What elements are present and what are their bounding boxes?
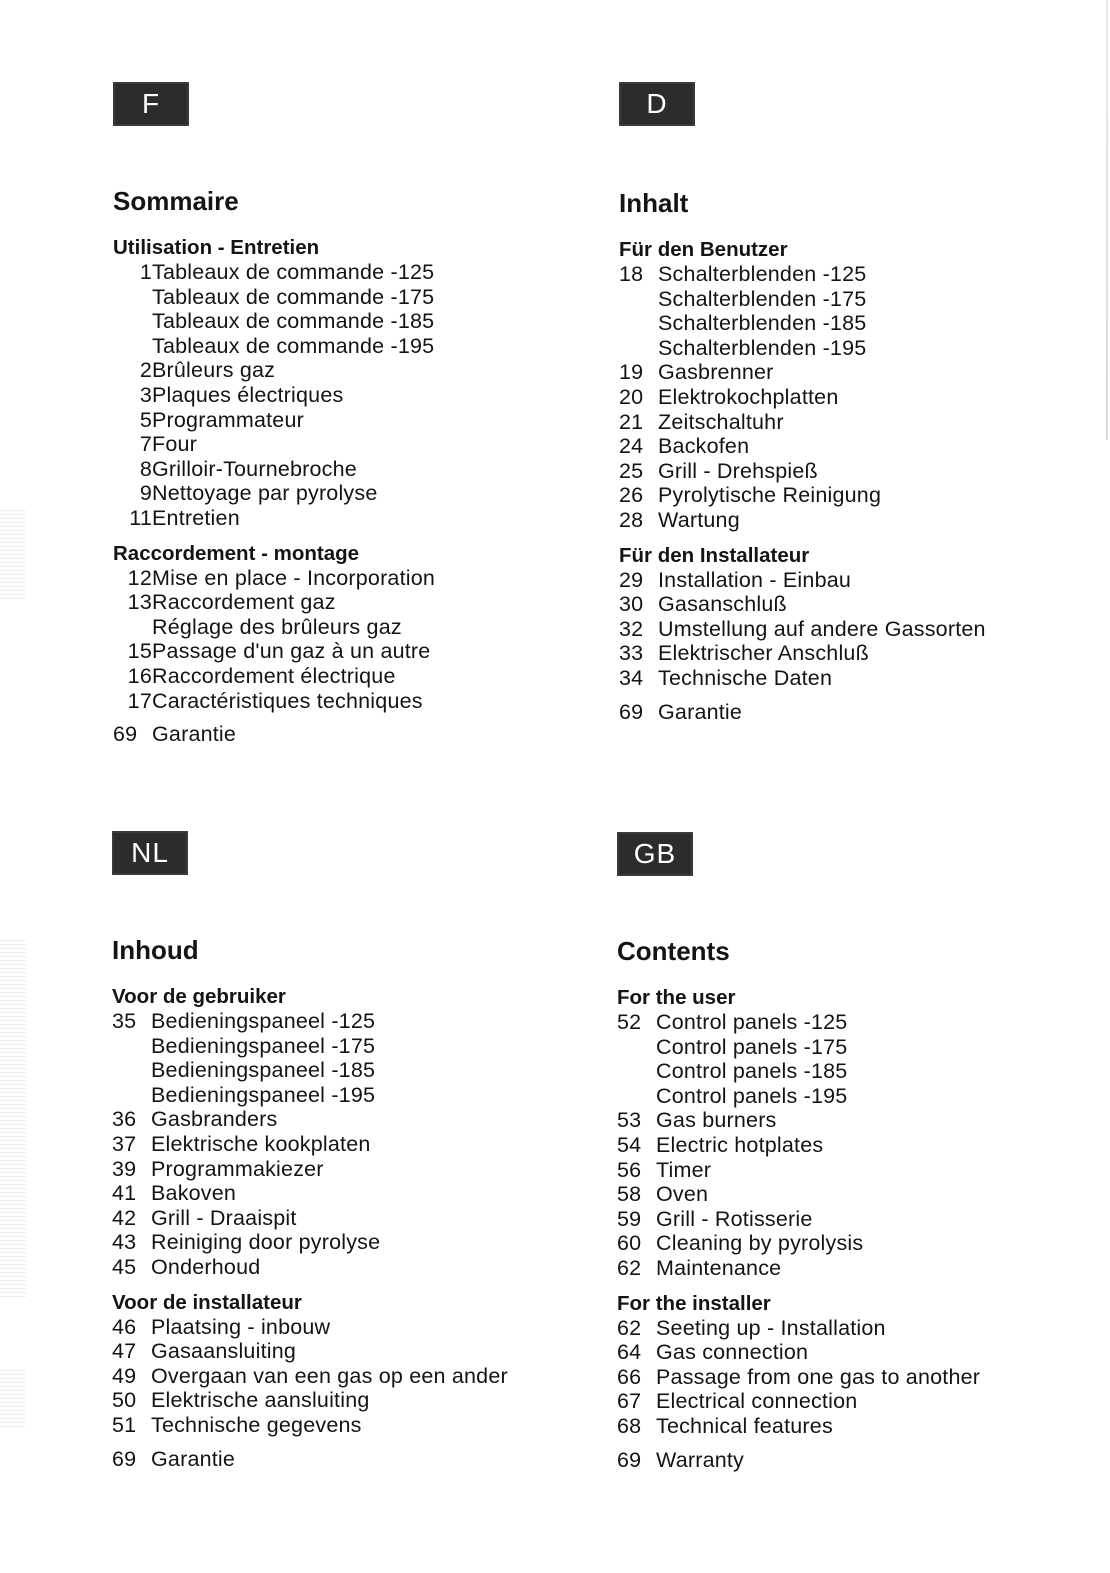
- toc-entry: [619, 666, 1089, 691]
- toc-entry: [113, 506, 583, 531]
- entry-text: Onderhoud: [151, 1254, 261, 1279]
- entry-text: Grill - Drehspieß: [658, 458, 818, 483]
- toc-entry: [619, 508, 1089, 533]
- toc-entry: [112, 1132, 582, 1157]
- toc-entry: [112, 1034, 582, 1059]
- page-number: 32: [619, 616, 644, 641]
- entry-text: Caractéristiques techniques: [152, 688, 423, 713]
- toc-entry-warranty: [112, 1447, 582, 1472]
- entry-text: Gasbrenner: [658, 360, 774, 385]
- toc-nl: [112, 985, 582, 1471]
- page-number: [113, 309, 152, 334]
- entry-text: Cleaning by pyrolysis: [656, 1231, 864, 1256]
- entry-text: Gas burners: [656, 1108, 777, 1133]
- page-number: 47: [112, 1339, 137, 1364]
- page-number: 16: [127, 663, 152, 688]
- toc-entry: [617, 1365, 1087, 1390]
- toc-entry: [619, 483, 1089, 508]
- page-number: 56: [617, 1157, 642, 1182]
- entry-text: Plaques électriques: [152, 382, 344, 407]
- entry-text: Gasanschluß: [658, 592, 787, 617]
- entry-text: Control panels -195: [656, 1083, 848, 1108]
- entry-text: Réglage des brûleurs gaz: [152, 614, 402, 639]
- toc-entry: [619, 336, 1089, 361]
- page-number: 69: [113, 722, 138, 747]
- entry-text: Brûleurs gaz: [152, 358, 276, 383]
- page-number: 62: [617, 1255, 642, 1280]
- page-number: 13: [127, 590, 152, 615]
- entry-text: Electrical connection: [656, 1389, 858, 1414]
- page-number: 26: [619, 483, 644, 508]
- page-number: 29: [619, 567, 644, 592]
- entry-text: Bedieningspaneel -185: [151, 1058, 376, 1083]
- entry-text: Grilloir-Tournebroche: [152, 456, 357, 481]
- toc-entry: [619, 287, 1089, 312]
- toc-entry: [113, 590, 583, 615]
- group-heading: Raccordement - montage: [113, 541, 360, 565]
- toc-entry: [113, 383, 583, 408]
- entry-text: Garantie: [658, 699, 743, 724]
- toc-entry: [113, 615, 583, 640]
- page-number: 50: [112, 1388, 137, 1413]
- toc-entry: [617, 1340, 1087, 1365]
- page-number: 53: [617, 1108, 642, 1133]
- toc-entry: [619, 459, 1089, 484]
- toc-entry: [617, 1010, 1087, 1035]
- page-number: 49: [112, 1363, 137, 1388]
- entry-text: Plaatsing - inbouw: [151, 1314, 331, 1339]
- page-number: 36: [112, 1107, 137, 1132]
- toc-entry: [113, 457, 583, 482]
- page-number: 52: [617, 1010, 642, 1034]
- toc-entry: [619, 262, 1089, 287]
- page-number: 66: [617, 1364, 642, 1389]
- toc-entry: [619, 410, 1089, 435]
- page-number: 1: [139, 260, 152, 284]
- page-number: 9: [139, 481, 152, 506]
- page-number: 69: [617, 1447, 642, 1472]
- entry-text: Gasbranders: [151, 1107, 278, 1132]
- entry-text: Gas connection: [656, 1340, 809, 1365]
- page-number: 68: [617, 1413, 642, 1438]
- page-number: 69: [619, 699, 644, 724]
- section-gb: [617, 832, 1087, 1472]
- page-number: 54: [617, 1132, 642, 1157]
- entry-text: Electric hotplates: [656, 1132, 824, 1157]
- entry-text: Grill - Draaispit: [151, 1205, 297, 1230]
- language-badge-d: D: [619, 82, 695, 126]
- page-number: 34: [619, 665, 644, 690]
- page-number: 42: [112, 1205, 137, 1230]
- toc-entry: [619, 360, 1089, 385]
- entry-text: Schalterblenden -125: [658, 262, 867, 286]
- entry-text: Raccordement électrique: [152, 663, 396, 688]
- entry-text: Gasaansluiting: [151, 1339, 297, 1364]
- toc-entry: [112, 1413, 582, 1438]
- entry-text: Grill - Rotisserie: [656, 1206, 813, 1231]
- toc-entry: [617, 1158, 1087, 1183]
- entry-text: Maintenance: [656, 1255, 782, 1280]
- toc-entry: [113, 358, 583, 383]
- toc-entry: [112, 1230, 582, 1255]
- page-number: 33: [619, 641, 644, 666]
- entry-text: Elektrischer Anschluß: [658, 641, 869, 666]
- entry-text: Control panels -175: [656, 1034, 848, 1059]
- page-number: [619, 311, 658, 336]
- page-number: 12: [127, 565, 152, 590]
- page-number: 25: [619, 458, 644, 483]
- entry-text: Schalterblenden -175: [658, 286, 867, 311]
- entry-text: Installation - Einbau: [658, 567, 852, 592]
- toc-entry: [617, 1108, 1087, 1133]
- scan-edge: [1106, 0, 1108, 440]
- toc-entry: [112, 1058, 582, 1083]
- group-heading: Für den Installateur: [619, 543, 810, 567]
- language-badge-f: F: [113, 82, 189, 126]
- entry-text: Schalterblenden -195: [658, 335, 867, 360]
- entry-text: Elektrische aansluiting: [151, 1388, 370, 1413]
- entry-text: Bedieningspaneel -125: [151, 1009, 376, 1033]
- entry-text: Seeting up - Installation: [656, 1315, 886, 1340]
- toc-entry: [113, 689, 583, 714]
- page-number: 58: [617, 1182, 642, 1207]
- entry-text: Programmakiezer: [151, 1156, 324, 1181]
- toc-entry: [617, 1414, 1087, 1439]
- language-badge-gb: GB: [617, 832, 693, 876]
- group-heading: Voor de installateur: [112, 1290, 302, 1314]
- group-heading: Voor de gebruiker: [112, 985, 286, 1008]
- entry-text: Timer: [656, 1157, 712, 1182]
- toc-entry: [113, 664, 583, 689]
- page-number: [617, 1059, 656, 1084]
- toc-entry: [112, 1206, 582, 1231]
- toc-entry: [617, 1316, 1087, 1341]
- page-number: 19: [619, 360, 644, 385]
- toc-entry: [619, 592, 1089, 617]
- page-number: 46: [112, 1314, 137, 1339]
- page-number: 20: [619, 384, 644, 409]
- entry-text: Raccordement gaz: [152, 590, 336, 615]
- toc-entry: [112, 1009, 582, 1034]
- entry-text: Reiniging door pyrolyse: [151, 1230, 381, 1255]
- page-number: 39: [112, 1156, 137, 1181]
- toc-entry: [112, 1107, 582, 1132]
- toc-entry: [112, 1339, 582, 1364]
- entry-text: Backofen: [658, 434, 750, 459]
- entry-text: Bedieningspaneel -195: [151, 1082, 376, 1107]
- toc-entry: [112, 1181, 582, 1206]
- page-number: 67: [617, 1389, 642, 1414]
- toc-entry-warranty: [617, 1448, 1087, 1473]
- group-heading: Utilisation - Entretien: [113, 236, 320, 259]
- entry-text: Elektrokochplatten: [658, 384, 839, 409]
- page-number: 3: [139, 382, 152, 407]
- page-number: 51: [112, 1412, 137, 1437]
- page-number: 45: [112, 1254, 137, 1279]
- scan-margin-mark: [0, 1370, 26, 1430]
- page-number: 69: [112, 1446, 137, 1471]
- entry-text: Entretien: [152, 505, 240, 530]
- toc-entry: [113, 566, 583, 591]
- entry-text: Bakoven: [151, 1181, 237, 1206]
- section-d: [619, 82, 1089, 724]
- section-title-nl: Inhoud: [112, 935, 199, 965]
- page-number: 37: [112, 1131, 137, 1156]
- toc-entry: [617, 1389, 1087, 1414]
- toc-entry-warranty: [113, 722, 583, 747]
- page-number: 59: [617, 1206, 642, 1231]
- group-heading: For the installer: [617, 1291, 771, 1315]
- entry-text: Technische Daten: [658, 665, 833, 690]
- entry-text: Pyrolytische Reinigung: [658, 483, 882, 508]
- entry-text: Tableaux de commande -125: [152, 260, 435, 284]
- page-number: 5: [139, 407, 152, 432]
- page-number: 15: [127, 639, 152, 664]
- entry-text: Technical features: [656, 1413, 833, 1438]
- toc-entry: [113, 481, 583, 506]
- toc-entry: [619, 385, 1089, 410]
- entry-text: Garantie: [152, 722, 237, 747]
- entry-text: Four: [152, 432, 198, 457]
- toc-f: [113, 236, 583, 747]
- page-number: 30: [619, 592, 644, 617]
- toc-entry: [617, 1182, 1087, 1207]
- page-number: [113, 615, 152, 640]
- page-number: 8: [139, 456, 152, 481]
- toc-entry: [113, 408, 583, 433]
- entry-text: Passage d'un gaz à un autre: [152, 639, 431, 664]
- entry-text: Oven: [656, 1182, 709, 1207]
- entry-text: Tableaux de commande -195: [152, 333, 435, 358]
- toc-entry: [617, 1035, 1087, 1060]
- page-number: [113, 334, 152, 359]
- entry-text: Warranty: [656, 1447, 745, 1472]
- page-number: 35: [112, 1009, 137, 1033]
- page-number: [112, 1058, 151, 1083]
- page-number: [619, 336, 658, 361]
- section-f: [113, 82, 583, 747]
- toc-entry: [617, 1084, 1087, 1109]
- scan-margin-mark: [0, 510, 26, 600]
- toc-entry: [112, 1157, 582, 1182]
- entry-text: Zeitschaltuhr: [658, 409, 784, 434]
- entry-text: Tableaux de commande -185: [152, 309, 435, 334]
- page-number: [619, 287, 658, 312]
- toc-entry: [619, 311, 1089, 336]
- page-number: 2: [139, 358, 152, 383]
- toc-entry: [619, 617, 1089, 642]
- page-number: 21: [619, 409, 644, 434]
- page-number: 41: [112, 1181, 137, 1206]
- toc-entry: [112, 1083, 582, 1108]
- page-number: [113, 285, 152, 310]
- page-number: 64: [617, 1340, 642, 1365]
- entry-text: Overgaan van een gas op een ander: [151, 1363, 508, 1388]
- page-number: 60: [617, 1231, 642, 1256]
- toc-d: [619, 238, 1089, 724]
- toc-entry: [113, 432, 583, 457]
- entry-text: Control panels -185: [656, 1059, 848, 1084]
- entry-text: Passage from one gas to another: [656, 1364, 981, 1389]
- toc-entry: [617, 1207, 1087, 1232]
- toc-entry: [113, 285, 583, 310]
- toc-entry: [617, 1133, 1087, 1158]
- entry-text: Wartung: [658, 507, 740, 532]
- page-number: [617, 1084, 656, 1109]
- language-badge-nl: NL: [112, 831, 188, 875]
- toc-entry: [112, 1364, 582, 1389]
- toc-entry: [112, 1255, 582, 1280]
- group-heading: For the user: [617, 986, 736, 1009]
- entry-text: Bedieningspaneel -175: [151, 1033, 376, 1058]
- toc-entry: [113, 334, 583, 359]
- toc-entry: [112, 1388, 582, 1413]
- page-number: [112, 1083, 151, 1108]
- page-number: 43: [112, 1230, 137, 1255]
- page-number: 24: [619, 434, 644, 459]
- toc-entry: [619, 568, 1089, 593]
- toc-entry: [619, 434, 1089, 459]
- page-number: [617, 1035, 656, 1060]
- section-title-d: Inhalt: [619, 188, 689, 218]
- section-nl: [112, 831, 582, 1471]
- scan-margin-mark: [0, 940, 26, 1300]
- page-number: 18: [619, 262, 644, 286]
- toc-entry-warranty: [619, 700, 1089, 725]
- toc-gb: [617, 986, 1087, 1472]
- toc-entry: [113, 309, 583, 334]
- toc-entry: [617, 1256, 1087, 1281]
- entry-text: Mise en place - Incorporation: [152, 565, 436, 590]
- group-heading: Für den Benutzer: [619, 238, 788, 261]
- toc-entry: [113, 260, 583, 285]
- entry-text: Control panels -125: [656, 1010, 848, 1034]
- page-number: 11: [129, 505, 152, 530]
- section-title-f: Sommaire: [113, 186, 239, 216]
- page-number: [112, 1034, 151, 1059]
- toc-entry: [112, 1315, 582, 1340]
- page-number: 7: [139, 432, 152, 457]
- entry-text: Nettoyage par pyrolyse: [152, 481, 378, 506]
- page-number: 17: [127, 688, 152, 713]
- section-title-gb: Contents: [617, 936, 730, 966]
- entry-text: Tableaux de commande -175: [152, 284, 435, 309]
- page-number: 62: [617, 1315, 642, 1340]
- page-number: 28: [619, 507, 644, 532]
- entry-text: Garantie: [151, 1446, 236, 1471]
- toc-entry: [619, 641, 1089, 666]
- entry-text: Programmateur: [152, 407, 304, 432]
- toc-entry: [617, 1059, 1087, 1084]
- entry-text: Schalterblenden -185: [658, 311, 867, 336]
- entry-text: Technische gegevens: [151, 1412, 362, 1437]
- toc-entry: [113, 639, 583, 664]
- entry-text: Umstellung auf andere Gassorten: [658, 616, 986, 641]
- entry-text: Elektrische kookplaten: [151, 1131, 371, 1156]
- toc-entry: [617, 1231, 1087, 1256]
